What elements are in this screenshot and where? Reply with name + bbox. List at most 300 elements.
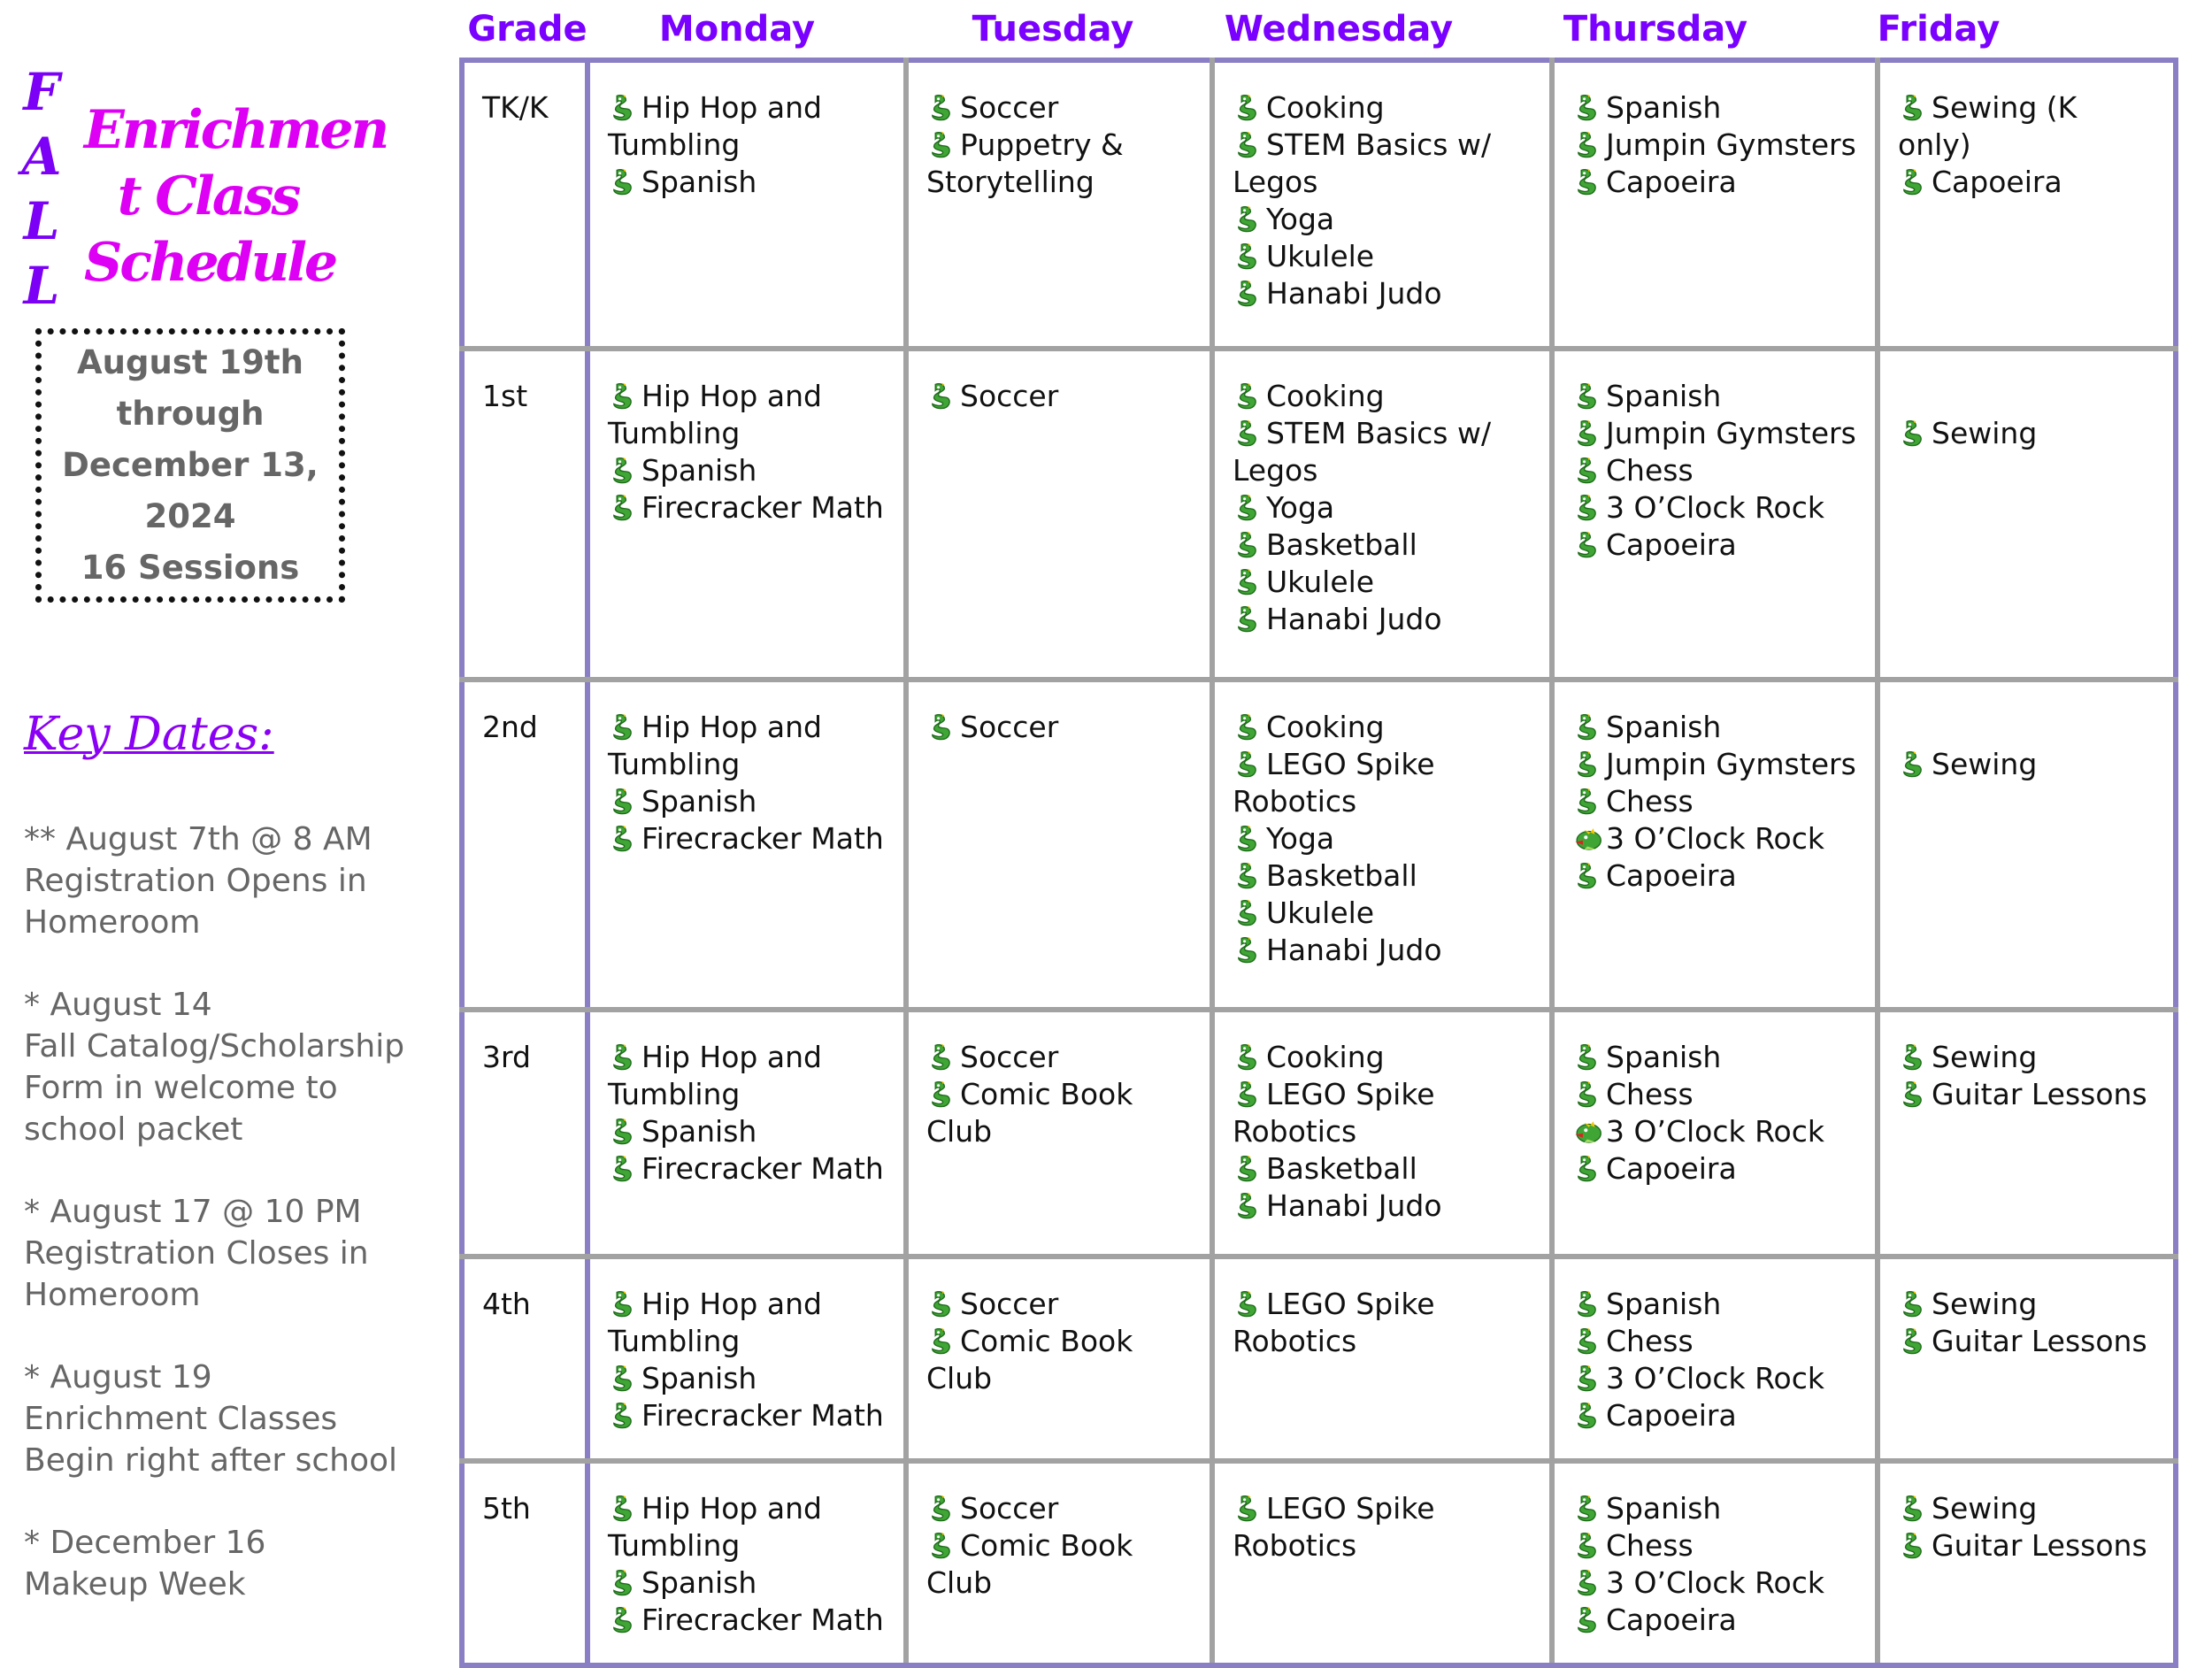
- class-item: [926, 709, 1192, 746]
- class-cell-tuesday: [906, 680, 1212, 1011]
- class-item: [608, 89, 886, 164]
- dragon-icon: [1572, 1605, 1602, 1635]
- class-item: [1233, 275, 1532, 312]
- dragon-icon: [608, 381, 638, 411]
- class-name: Chess: [1606, 1077, 1694, 1112]
- class-item: [608, 1397, 886, 1434]
- dragon-icon: [1233, 530, 1263, 560]
- class-item: [1572, 1323, 1857, 1360]
- class-item: [1572, 1490, 1857, 1527]
- class-item: [1233, 89, 1532, 127]
- class-item: [1233, 820, 1532, 857]
- dragon-icon: [608, 1154, 638, 1184]
- class-cell-wednesday: [1212, 1010, 1552, 1257]
- dragon-icon: [1233, 1289, 1263, 1319]
- class-item: [608, 1360, 886, 1397]
- dragon-icon: [608, 712, 638, 742]
- dragon-icon: [1233, 1042, 1263, 1072]
- table-row: [462, 349, 2176, 680]
- key-date-line: Homeroom: [24, 1277, 201, 1313]
- key-date-item: [24, 984, 422, 1150]
- class-name: Basketball: [1266, 857, 1417, 893]
- class-item: [1572, 1113, 1857, 1150]
- session-date-line: 2024: [144, 497, 236, 535]
- session-dates-box: [35, 328, 345, 603]
- class-cell-wednesday: [1212, 349, 1552, 680]
- class-cell-friday: [1878, 1461, 2176, 1665]
- class-name: Hip Hop and Tumbling: [608, 1040, 822, 1112]
- dragon-icon: [1572, 1531, 1602, 1561]
- class-name: STEM Basics w/ Legos: [1233, 127, 1492, 199]
- dragon-icon: [1233, 419, 1263, 449]
- class-cell-thursday: [1552, 1257, 1878, 1461]
- class-name: Chess: [1606, 1323, 1694, 1358]
- class-name: Spanish: [1606, 1040, 1722, 1075]
- key-date-item: [24, 1191, 422, 1316]
- class-name: Soccer: [960, 1490, 1059, 1526]
- key-date-line: Form in welcome to: [24, 1070, 338, 1106]
- class-name: Yoga: [1266, 202, 1335, 236]
- session-date-line: December 13,: [62, 446, 319, 484]
- dragon-icon: [608, 167, 638, 197]
- fall-letter: L: [23, 191, 60, 251]
- dragon-icon: [1233, 381, 1263, 411]
- class-name: Spanish: [641, 453, 757, 488]
- class-name: Ukulele: [1266, 565, 1375, 600]
- dragon-icon: [608, 787, 638, 817]
- class-name: Basketball: [1266, 1151, 1417, 1187]
- class-name: Chess: [1606, 1527, 1694, 1563]
- class-name: Comic Book Club: [926, 1527, 1133, 1600]
- class-name: Firecracker Math: [641, 820, 884, 856]
- dragon-face-icon: [1572, 1117, 1602, 1147]
- schedule-table: [459, 58, 2178, 1668]
- class-item: [608, 783, 886, 820]
- class-name: Capoeira: [1606, 1397, 1737, 1433]
- class-name: 3 O’Clock Rock: [1606, 490, 1824, 526]
- class-cell-monday: [588, 1461, 906, 1665]
- key-date-line: Registration Opens in: [24, 863, 367, 899]
- class-item: [1572, 452, 1857, 489]
- class-name: Firecracker Math: [641, 1397, 884, 1433]
- dragon-icon: [1898, 167, 1928, 197]
- title-line: Schedule: [84, 232, 336, 294]
- class-item: [1233, 857, 1532, 895]
- class-cell-friday: [1878, 1010, 2176, 1257]
- class-cell-monday: [588, 1010, 906, 1257]
- grade-cell: 4th: [462, 1257, 588, 1461]
- dragon-icon: [1572, 1326, 1602, 1357]
- class-item: [1233, 1150, 1532, 1188]
- dragon-icon: [608, 1494, 638, 1524]
- dragon-icon: [1572, 1042, 1602, 1072]
- class-name: Capoeira: [1606, 1151, 1737, 1187]
- class-item: [1233, 527, 1532, 564]
- class-name: Firecracker Math: [641, 1602, 884, 1637]
- key-date-line: * August 17 @ 10 PM: [24, 1194, 362, 1230]
- class-item: [1233, 564, 1532, 601]
- class-item: [608, 378, 886, 452]
- class-item: [1572, 1039, 1857, 1076]
- key-date-item: [24, 1522, 422, 1605]
- class-item: [1898, 1076, 2155, 1113]
- dragon-icon: [608, 1401, 638, 1431]
- key-date-line: * August 14: [24, 987, 212, 1023]
- class-item: [1898, 746, 2155, 783]
- class-cell-thursday: [1552, 680, 1878, 1011]
- class-cell-friday: [1878, 349, 2176, 680]
- class-item: [1233, 201, 1532, 238]
- class-name: LEGO Spike Robotics: [1233, 746, 1435, 819]
- class-name: Spanish: [641, 1564, 757, 1600]
- session-date-line: August 19th: [77, 343, 303, 381]
- key-date-line: school packet: [24, 1111, 243, 1148]
- header-tuesday: Tuesday: [972, 9, 1134, 50]
- class-name: Sewing: [1932, 416, 2038, 451]
- dragon-icon: [1898, 1326, 1928, 1357]
- class-name: Spanish: [1606, 379, 1722, 414]
- class-name: Capoeira: [1606, 1602, 1737, 1637]
- fall-letter: F: [23, 62, 60, 122]
- class-item: [1898, 164, 2155, 201]
- dragon-face-icon: [1572, 824, 1602, 854]
- class-name: Jumpin Gymsters: [1606, 416, 1856, 451]
- class-item: [1572, 127, 1857, 164]
- key-date-line: ** August 7th @ 8 AM: [24, 821, 373, 857]
- class-item: [1233, 415, 1532, 489]
- key-date-item: [24, 1357, 422, 1481]
- dragon-icon: [1572, 861, 1602, 891]
- class-item: [608, 1490, 886, 1564]
- class-name: Soccer: [960, 379, 1059, 414]
- class-name: Guitar Lessons: [1932, 1527, 2147, 1563]
- table-row: [462, 1257, 2176, 1461]
- dragon-icon: [926, 130, 956, 160]
- class-name: LEGO Spike Robotics: [1233, 1077, 1435, 1149]
- class-name: Capoeira: [1606, 527, 1737, 563]
- class-name: 3 O’Clock Rock: [1606, 820, 1824, 856]
- dragon-icon: [1572, 1568, 1602, 1598]
- class-item: [1898, 415, 2155, 452]
- dragon-icon: [608, 93, 638, 123]
- class-item: [926, 1039, 1192, 1076]
- dragon-icon: [1572, 1080, 1602, 1110]
- class-item: [1572, 1397, 1857, 1434]
- dragon-icon: [926, 712, 956, 742]
- header-wednesday: Wednesday: [1224, 9, 1454, 50]
- dragon-icon: [1233, 604, 1263, 634]
- dragon-icon: [1233, 1080, 1263, 1110]
- class-name: Cooking: [1266, 90, 1385, 125]
- class-item: [1233, 1490, 1532, 1564]
- class-item: [926, 1323, 1192, 1397]
- class-item: [1233, 601, 1532, 638]
- dragon-icon: [1572, 419, 1602, 449]
- dragon-icon: [608, 1364, 638, 1394]
- dragon-icon: [926, 1042, 956, 1072]
- class-cell-thursday: [1552, 60, 1878, 349]
- dragon-icon: [1233, 93, 1263, 123]
- header-thursday: Thursday: [1563, 9, 1748, 50]
- class-name: Firecracker Math: [641, 490, 884, 526]
- class-name: Hanabi Judo: [1266, 276, 1442, 311]
- dragon-icon: [1233, 242, 1263, 272]
- dragon-icon: [608, 1117, 638, 1147]
- class-name: Capoeira: [1606, 165, 1737, 199]
- dragon-icon: [1572, 1289, 1602, 1319]
- class-name: Yoga: [1266, 820, 1335, 856]
- class-item: [1572, 746, 1857, 783]
- class-item: [926, 1527, 1192, 1602]
- class-item: [926, 89, 1192, 127]
- class-item: [1898, 1323, 2155, 1360]
- class-name: Basketball: [1266, 527, 1417, 563]
- class-name: Soccer: [960, 709, 1059, 744]
- class-name: Firecracker Math: [641, 1151, 884, 1187]
- key-date-item: [24, 819, 422, 943]
- fall-letter: A: [21, 127, 62, 187]
- class-item: [1233, 489, 1532, 527]
- class-name: Yoga: [1266, 490, 1335, 526]
- class-item: [1898, 1490, 2155, 1527]
- class-item: [1233, 709, 1532, 746]
- class-name: Hanabi Judo: [1266, 932, 1442, 967]
- class-name: Spanish: [641, 165, 757, 199]
- class-item: [1572, 164, 1857, 201]
- key-date-line: Enrichment Classes: [24, 1401, 338, 1437]
- page-title: [84, 97, 388, 296]
- class-item: [608, 1286, 886, 1360]
- title-line: t Class: [117, 165, 299, 227]
- class-item: [926, 1490, 1192, 1527]
- dragon-icon: [1898, 1080, 1928, 1110]
- class-name: Ukulele: [1266, 895, 1375, 930]
- class-cell-monday: [588, 60, 906, 349]
- class-item: [1233, 378, 1532, 415]
- dragon-icon: [1233, 935, 1263, 965]
- header-monday: Monday: [658, 9, 816, 50]
- class-cell-friday: [1878, 1257, 2176, 1461]
- dragon-icon: [1233, 567, 1263, 597]
- class-item: [1572, 1564, 1857, 1602]
- class-name: Spanish: [1606, 90, 1722, 125]
- class-name: Jumpin Gymsters: [1606, 746, 1856, 781]
- class-item: [1233, 238, 1532, 275]
- class-item: [1233, 932, 1532, 969]
- class-item: [1233, 1039, 1532, 1076]
- class-name: Ukulele: [1266, 239, 1375, 273]
- class-item: [608, 1564, 886, 1602]
- dragon-icon: [1233, 1154, 1263, 1184]
- header-grade: Grade: [467, 9, 588, 50]
- class-item: [1572, 1360, 1857, 1397]
- class-item: [1233, 895, 1532, 932]
- class-item: [608, 452, 886, 489]
- class-name: Capoeira: [1606, 857, 1737, 893]
- class-name: Spanish: [1606, 709, 1722, 744]
- class-name: Sewing: [1932, 1490, 2038, 1526]
- dragon-icon: [1233, 898, 1263, 928]
- dragon-icon: [1898, 93, 1928, 123]
- title-line: Enrichmen: [84, 99, 388, 161]
- dragon-icon: [608, 493, 638, 523]
- class-name: Hip Hop and Tumbling: [608, 379, 822, 451]
- class-item: [1898, 1527, 2155, 1564]
- class-name: Chess: [1606, 783, 1694, 819]
- dragon-icon: [926, 1494, 956, 1524]
- dragon-icon: [608, 1605, 638, 1635]
- grade-cell: 3rd: [462, 1010, 588, 1257]
- class-name: LEGO Spike Robotics: [1233, 1490, 1435, 1563]
- dragon-icon: [1572, 530, 1602, 560]
- table-row: [462, 1010, 2176, 1257]
- dragon-icon: [926, 1531, 956, 1561]
- header-friday: Friday: [1877, 9, 2001, 50]
- class-name: Guitar Lessons: [1932, 1323, 2147, 1358]
- class-item: [608, 164, 886, 201]
- class-name: Spanish: [641, 783, 757, 819]
- class-name: Sewing: [1932, 1040, 2038, 1075]
- class-name: Sewing: [1932, 746, 2038, 781]
- class-cell-monday: [588, 349, 906, 680]
- class-name: STEM Basics w/ Legos: [1233, 416, 1492, 488]
- dragon-icon: [926, 93, 956, 123]
- class-item: [608, 709, 886, 783]
- dragon-icon: [1572, 1401, 1602, 1431]
- class-name: Cooking: [1266, 709, 1385, 744]
- class-item: [1233, 746, 1532, 820]
- dragon-icon: [1898, 1289, 1928, 1319]
- dragon-icon: [1572, 1154, 1602, 1184]
- dragon-icon: [926, 381, 956, 411]
- class-cell-tuesday: [906, 1010, 1212, 1257]
- dragon-icon: [1233, 493, 1263, 523]
- class-item: [1572, 1602, 1857, 1639]
- class-name: Hip Hop and Tumbling: [608, 1490, 822, 1563]
- dragon-icon: [1572, 787, 1602, 817]
- key-date-line: Begin right after school: [24, 1442, 398, 1479]
- class-name: Soccer: [960, 1040, 1059, 1075]
- class-item: [1572, 857, 1857, 895]
- class-item: [1233, 1076, 1532, 1150]
- class-cell-tuesday: [906, 1461, 1212, 1665]
- dragon-icon: [1233, 279, 1263, 309]
- class-item: [1572, 709, 1857, 746]
- dragon-icon: [1572, 167, 1602, 197]
- class-item: [1572, 1076, 1857, 1113]
- class-name: Hanabi Judo: [1266, 602, 1442, 637]
- key-date-line: * December 16: [24, 1525, 266, 1561]
- class-cell-monday: [588, 1257, 906, 1461]
- grade-cell: 2nd: [462, 680, 588, 1011]
- key-date-line: * August 19: [24, 1359, 212, 1395]
- class-item: [1572, 89, 1857, 127]
- class-name: Puppetry & Storytelling: [926, 127, 1124, 199]
- class-name: Soccer: [960, 90, 1059, 125]
- class-cell-friday: [1878, 680, 2176, 1011]
- dragon-icon: [1233, 749, 1263, 780]
- class-name: Spanish: [641, 1114, 757, 1149]
- dragon-icon: [1572, 381, 1602, 411]
- dragon-icon: [608, 1568, 638, 1598]
- class-item: [1572, 1286, 1857, 1323]
- class-cell-friday: [1878, 60, 2176, 349]
- dragon-icon: [1572, 130, 1602, 160]
- class-name: Hip Hop and Tumbling: [608, 90, 822, 162]
- dragon-icon: [1572, 1494, 1602, 1524]
- table-row: [462, 1461, 2176, 1665]
- class-item: [926, 378, 1192, 415]
- class-item: [1572, 820, 1857, 857]
- table-row: [462, 60, 2176, 349]
- dragon-icon: [1233, 824, 1263, 854]
- class-name: LEGO Spike Robotics: [1233, 1286, 1435, 1358]
- key-date-line: Makeup Week: [24, 1566, 246, 1603]
- table-row: [462, 680, 2176, 1011]
- class-name: Guitar Lessons: [1932, 1077, 2147, 1112]
- class-item: [1572, 489, 1857, 527]
- class-name: Cooking: [1266, 379, 1385, 414]
- class-item: [608, 1602, 886, 1639]
- class-cell-tuesday: [906, 349, 1212, 680]
- dragon-icon: [1898, 419, 1928, 449]
- dragon-icon: [608, 456, 638, 486]
- dragon-icon: [1233, 130, 1263, 160]
- class-item: [926, 1286, 1192, 1323]
- dragon-icon: [1233, 204, 1263, 234]
- dragon-icon: [1898, 749, 1928, 780]
- dragon-icon: [1572, 1364, 1602, 1394]
- dragon-icon: [1898, 1531, 1928, 1561]
- class-name: Comic Book Club: [926, 1323, 1133, 1395]
- dragon-icon: [1572, 493, 1602, 523]
- class-cell-monday: [588, 680, 906, 1011]
- dragon-icon: [1572, 749, 1602, 780]
- dragon-icon: [1572, 93, 1602, 123]
- class-name: Spanish: [1606, 1490, 1722, 1526]
- class-cell-wednesday: [1212, 680, 1552, 1011]
- class-item: [1898, 89, 2155, 164]
- dragon-icon: [926, 1289, 956, 1319]
- class-item: [926, 1076, 1192, 1150]
- dragon-icon: [1233, 712, 1263, 742]
- dragon-icon: [1572, 712, 1602, 742]
- session-date-line: 16 Sessions: [81, 549, 300, 587]
- class-cell-thursday: [1552, 349, 1878, 680]
- class-name: Spanish: [1606, 1286, 1722, 1321]
- grade-cell: 5th: [462, 1461, 588, 1665]
- class-name: Soccer: [960, 1286, 1059, 1321]
- class-name: Cooking: [1266, 1040, 1385, 1075]
- dragon-icon: [608, 824, 638, 854]
- dragon-icon: [1898, 1042, 1928, 1072]
- fall-vertical-title: [19, 60, 64, 319]
- class-name: Sewing: [1932, 1286, 2038, 1321]
- class-name: Capoeira: [1932, 165, 2062, 199]
- dragon-icon: [1233, 861, 1263, 891]
- class-name: Comic Book Club: [926, 1077, 1133, 1149]
- class-name: Hanabi Judo: [1266, 1188, 1442, 1224]
- class-item: [926, 127, 1192, 201]
- fall-letter: L: [23, 256, 60, 316]
- class-name: Hip Hop and Tumbling: [608, 709, 822, 781]
- class-item: [1233, 1286, 1532, 1360]
- class-item: [608, 1113, 886, 1150]
- class-item: [608, 1150, 886, 1188]
- key-dates-heading: Key Dates:: [24, 708, 274, 761]
- class-name: Jumpin Gymsters: [1606, 127, 1856, 162]
- class-item: [608, 1039, 886, 1113]
